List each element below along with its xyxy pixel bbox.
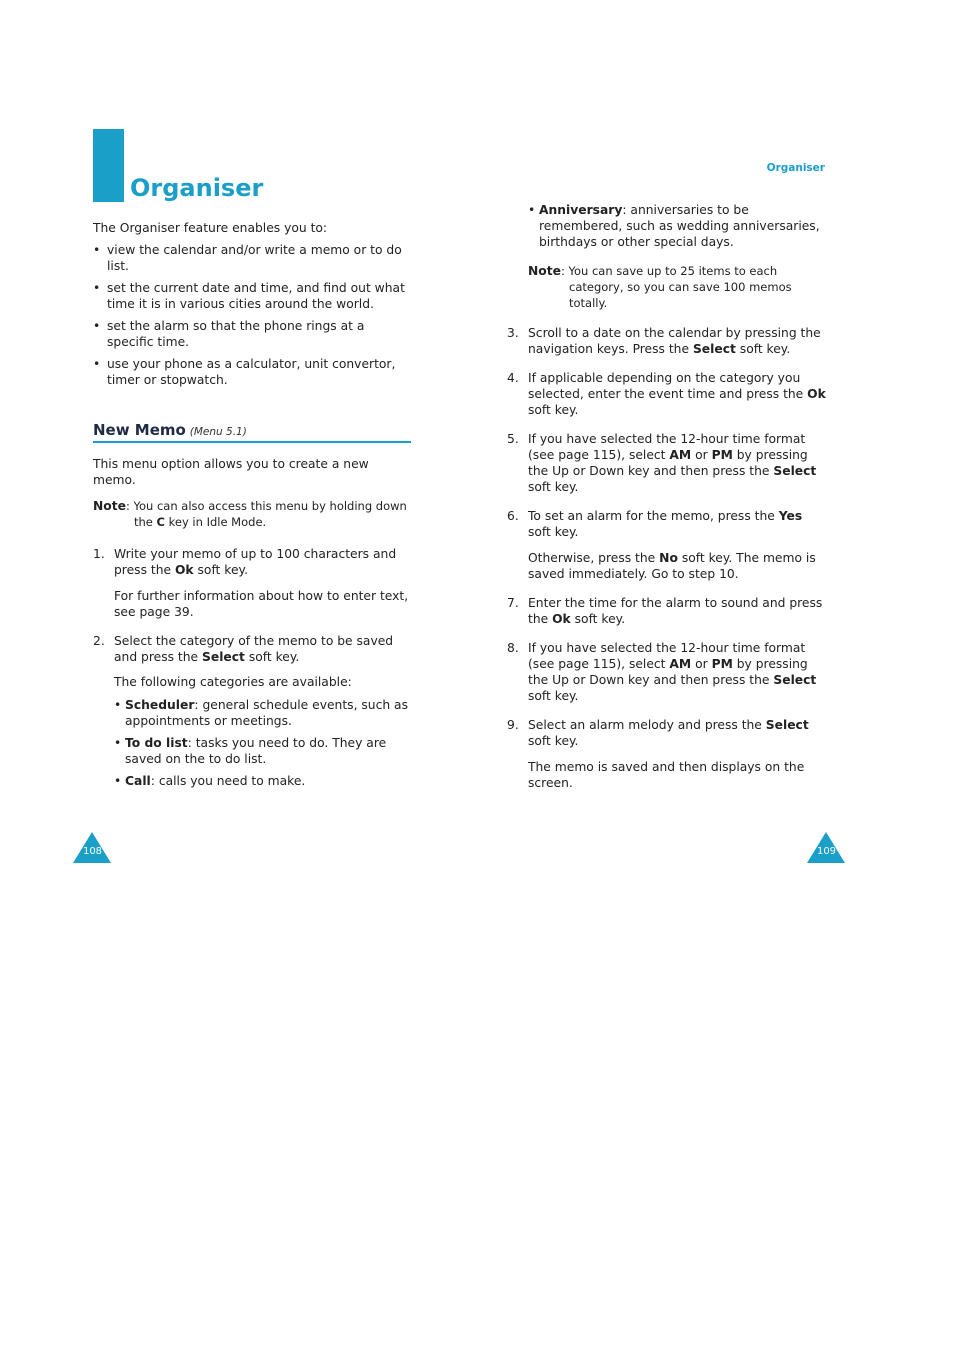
feature-item: • set the alarm so that the phone rings at a specific time. — [93, 318, 413, 350]
category-item: • To do list: tasks you need to do. They are saved on the to do list. — [114, 735, 413, 767]
section-title: New Memo — [93, 421, 186, 439]
category-list-continued — [528, 202, 827, 250]
step-7: 7. Enter the time for the alarm to sound and press the Ok soft key. — [507, 596, 823, 626]
section-heading — [93, 422, 411, 443]
step-1: 1. Write your memo of up to 100 characters and press the Ok soft key. For further information about how to enter text, see page 39. — [93, 547, 409, 619]
key-name: C — [156, 515, 165, 529]
page-number-right: 109 — [807, 832, 845, 863]
note-label: Note — [528, 264, 561, 278]
feature-item: • view the calendar and/or write a memo or to do list. — [93, 242, 413, 274]
step-3: 3. Scroll to a date on the calendar by pressing the navigation keys. Press the Select soft key. — [507, 326, 821, 356]
note: Note: You can save up to 25 items to each category, so you can save 100 memos totally. — [528, 264, 792, 310]
section-intro: This menu option allows you to create a new memo. — [93, 457, 369, 487]
running-head: Organiser — [766, 162, 825, 174]
chapter-bar — [93, 129, 124, 202]
step-6: 6. To set an alarm for the memo, press the Yes soft key. Otherwise, press the No soft key. The memo is saved immediately. Go to step 10. — [507, 509, 816, 581]
feature-list — [93, 242, 413, 388]
step-9: 9. Select an alarm melody and press the Select soft key. The memo is saved and then displays on the screen. — [507, 718, 809, 790]
category-item: • Call: calls you need to make. — [114, 773, 413, 789]
steps-list-continued — [507, 325, 827, 791]
left-column — [93, 220, 413, 795]
step-2: 2. Select the category of the memo to be saved and press the Select soft key. The following categories are available: • Scheduler: general schedule events, such as appointments or meetings. • To do list: tasks you need to do. They are saved on the to do list. • Call: calls you need to make. — [93, 633, 413, 789]
category-item: • Scheduler: general schedule events, such as appointments or meetings. — [114, 697, 413, 729]
intro-text: The Organiser feature enables you to: — [93, 221, 328, 235]
steps-list — [93, 546, 413, 789]
category-list — [114, 697, 413, 789]
section-menu-number: (Menu 5.1) — [189, 426, 247, 438]
page-title: Organiser — [130, 174, 264, 202]
feature-item: • set the current date and time, and find out what time it is in various cities around the world. — [93, 280, 413, 312]
category-item: • Anniversary: anniversaries to be remembered, such as wedding anniversaries, birthdays or other special days. — [528, 202, 827, 250]
note: Note: You can also access this menu by holding down the C key in Idle Mode. — [93, 499, 407, 529]
note-label: Note — [93, 499, 126, 513]
feature-item: • use your phone as a calculator, unit convertor, timer or stopwatch. — [93, 356, 413, 388]
step-4: 4. If applicable depending on the category you selected, enter the event time and press the Ok soft key. — [507, 371, 826, 417]
page-number-left: 108 — [73, 832, 111, 863]
step-8: 8. If you have selected the 12-hour time format (see page 115), select AM or PM by pressing the Up or Down key and then press the Select soft key. — [507, 641, 817, 703]
step-5: 5. If you have selected the 12-hour time format (see page 115), select AM or PM by pressing the Up or Down key and then press the Select soft key. — [507, 432, 817, 494]
right-column — [507, 202, 827, 791]
